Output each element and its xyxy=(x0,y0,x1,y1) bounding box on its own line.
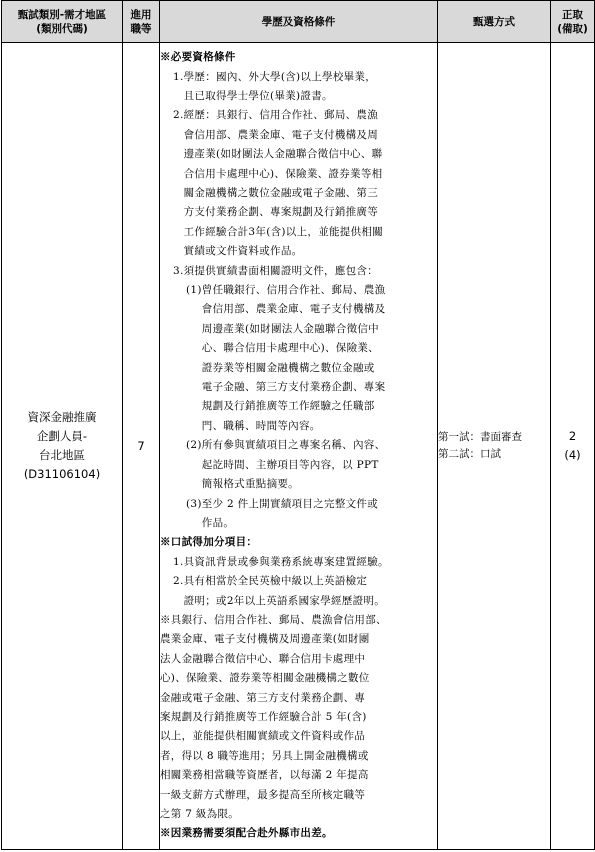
header-positions xyxy=(551,1,595,43)
header-row xyxy=(2,1,595,43)
positions-main: 2 xyxy=(568,429,577,443)
sub-item-line: 起訖時間、主辦項目等內容，以 PPT xyxy=(201,458,379,471)
note-line: 農業金庫、電子支付機構及周邊產業(如財團 xyxy=(160,633,370,646)
bonus-item-number: 2. xyxy=(173,575,184,588)
note-line: 者，得以 8 職等進用；另具上開金融機構或 xyxy=(160,749,369,762)
required-item xyxy=(160,68,437,107)
header-positions-line: 正取 xyxy=(562,8,583,21)
header-grade xyxy=(123,1,160,43)
header-category xyxy=(2,1,123,43)
sub-item-line: 心、聯合信用卡處理中心)、保險業、 xyxy=(201,342,379,355)
selection-line: 第二試：口試 xyxy=(438,448,501,460)
header-positions-line: (備取) xyxy=(557,22,588,35)
item-number: 1. xyxy=(173,70,184,83)
positions-cell xyxy=(551,43,595,850)
bonus-item-line: 證明；或2年以上英語系國家學經歷證明。 xyxy=(183,594,386,607)
bonus-item-line: 具資訊背景或參與業務系統專案建置經驗。 xyxy=(183,555,389,568)
header-category-line: 甄試類別-需才地區 xyxy=(17,8,107,21)
item-line: 學歷：國內、外大學(含)以上學校畢業， xyxy=(183,70,377,83)
item-line: 邊產業(如財團法人金融聯合徵信中心、聯 xyxy=(183,148,383,161)
category-code: (D31106104) xyxy=(23,467,101,481)
grade-cell: 7 xyxy=(123,43,160,850)
note-line: 一級支薪方式辦理，最多提高至所核定職等 xyxy=(160,788,366,801)
sub-item-line: 會信用部、農業金庫、電子支付機構及 xyxy=(201,303,386,316)
item-line: 關金融機構之數位金融或電子金融、第三 xyxy=(183,187,379,200)
selection-line: 第一試：書面審查 xyxy=(438,431,522,443)
item-line: 會信用部、農業金庫、電子支付機構及周 xyxy=(183,128,379,141)
item-number: 2. xyxy=(173,109,184,122)
item-line: 實績或文件資料或作品。 xyxy=(183,245,303,258)
sub-item-line: 簡報格式重點摘要。 xyxy=(201,478,299,491)
header-selection: 甄選方式 xyxy=(438,1,551,43)
sub-item-line: 電子金融、第三方支付業務企劃、專案 xyxy=(201,381,386,394)
header-grade-line: 職等 xyxy=(130,22,152,35)
bonus-item xyxy=(160,553,437,572)
sub-item-line: 門、職稱、時間等內容。 xyxy=(201,419,321,432)
selection-cell xyxy=(438,43,551,850)
item-number: 3. xyxy=(173,264,184,277)
travel-note: ※因業務需要須配合赴外縣市出差。 xyxy=(160,827,333,840)
category-line: 企劃人員- xyxy=(36,429,88,443)
bonus-item xyxy=(160,572,437,611)
item-line: 經歷：具銀行、信用合作社、郵局、農漁 xyxy=(183,109,379,122)
note-line: 法人金融聯合徵信中心、聯合信用卡處理中 xyxy=(160,652,366,665)
sub-item-line: 證券業等相關金融機構之數位金融或 xyxy=(201,361,375,374)
category-line: 台北地區 xyxy=(39,448,85,462)
required-item xyxy=(160,106,437,261)
sub-item xyxy=(160,281,437,436)
job-row xyxy=(2,43,595,850)
sub-item xyxy=(160,495,437,534)
bonus-item-number: 1. xyxy=(173,555,184,568)
header-category-line: (類別代碼) xyxy=(36,22,88,35)
sub-item-line: 作品。 xyxy=(201,516,235,529)
item-line: 且已取得學士學位(畢業)證書。 xyxy=(183,89,333,102)
sub-item-line: 所有參與實績項目之專案名稱、內容、 xyxy=(201,439,386,452)
sub-item-line: 規劃及行銷推廣等工作經驗之任職部 xyxy=(201,400,375,413)
sub-item-number: (3) xyxy=(186,497,202,510)
category-cell xyxy=(2,43,123,850)
sub-item-line: 至少 2 件上開實績項目之完整文件或 xyxy=(201,497,379,510)
category-line: 資深金融推廣 xyxy=(27,410,97,424)
item-line: 工作經驗合計3年(含)以上，並能提供相關 xyxy=(183,225,383,238)
sub-item-line: 曾任職銀行、信用合作社、郵局、農漁 xyxy=(201,284,386,297)
job-requirements-table xyxy=(1,0,595,850)
bonus-title: ※口試得加分項目： xyxy=(160,536,258,549)
positions-reserve: (4) xyxy=(564,448,581,462)
grade-note xyxy=(160,611,437,824)
note-line: 相關業務相當職等資歷者，以每滿 2 年提高 xyxy=(160,769,369,782)
item-line: 須提供實績書面相關證明文件，應包含： xyxy=(183,264,379,277)
note-line: 心)、保險業、證券業等相關金融機構之數位 xyxy=(160,672,370,685)
note-line: 案規劃及行銷推廣等工作經驗合計 5 年(含) xyxy=(160,710,367,723)
note-line: 以上，並能提供相關實績或文件資料或作品 xyxy=(160,730,366,743)
required-title: ※必要資格條件 xyxy=(160,51,236,64)
bonus-item-line: 具有相當於全民英檢中級以上英語檢定 xyxy=(183,575,368,588)
header-grade-line: 進用 xyxy=(130,8,152,21)
qualifications-cell xyxy=(160,43,438,850)
header-qualifications: 學歷及資格條件 xyxy=(160,1,438,43)
note-line: 金融或電子金融、第三方支付業務企劃、專 xyxy=(160,691,366,704)
required-item xyxy=(160,262,437,281)
note-line: ※具銀行、信用合作社、郵局、農漁會信用部、 xyxy=(160,613,387,626)
item-line: 方支付業務企劃、專案規劃及行銷推廣等 xyxy=(183,206,379,219)
sub-item-number: (1) xyxy=(186,284,202,297)
note-line: 之第 7 級為限。 xyxy=(160,808,240,821)
sub-item xyxy=(160,436,437,494)
sub-item-line: 周邊產業(如財團法人金融聯合徵信中 xyxy=(201,322,379,335)
sub-item-number: (2) xyxy=(186,439,202,452)
item-line: 合信用卡處理中心)、保險業、證券業等相 xyxy=(183,167,383,180)
